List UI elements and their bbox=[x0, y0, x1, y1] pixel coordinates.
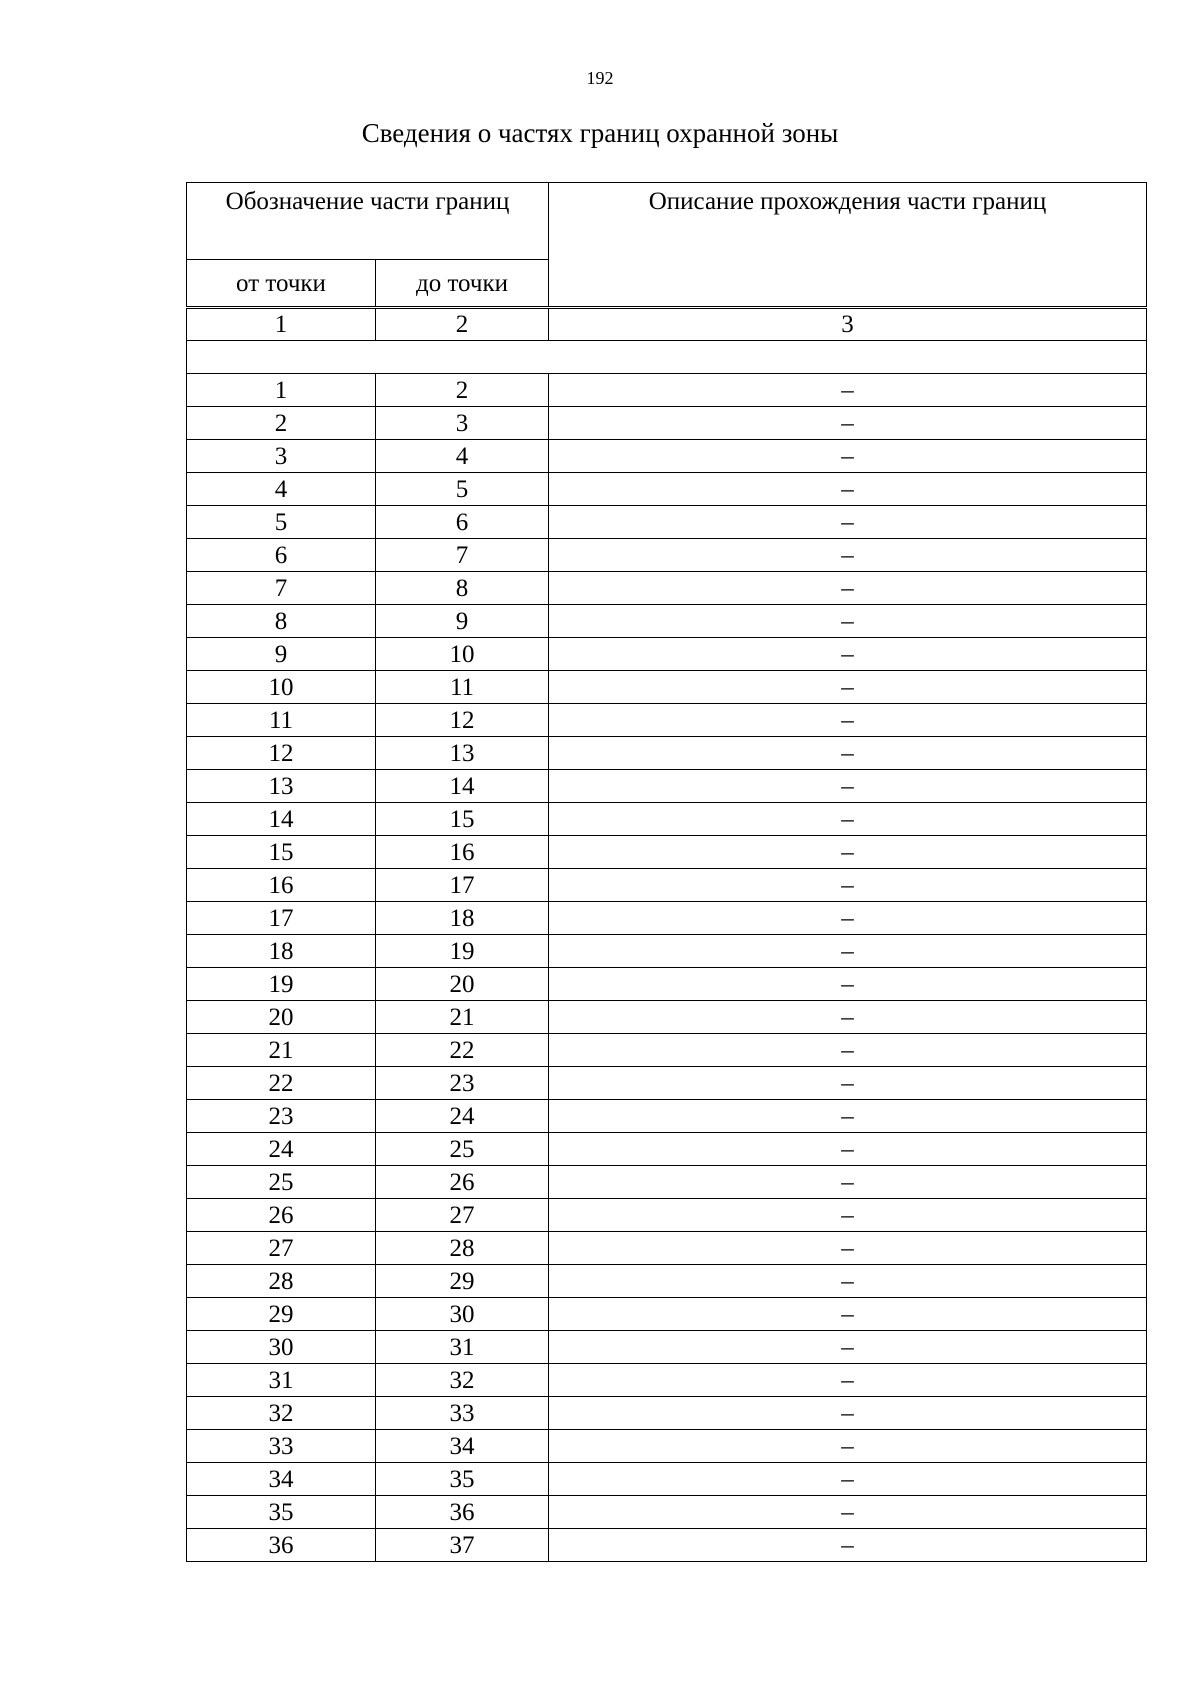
to-point-cell: 24 bbox=[376, 1100, 549, 1133]
table-row bbox=[187, 605, 1147, 638]
to-point-cell: 29 bbox=[376, 1265, 549, 1298]
table-row bbox=[187, 1166, 1147, 1199]
to-point-cell: 12 bbox=[376, 704, 549, 737]
from-point-cell: 10 bbox=[187, 671, 376, 704]
section-blank-row bbox=[187, 341, 1147, 374]
from-point-cell: 34 bbox=[187, 1463, 376, 1496]
to-point-cell: 22 bbox=[376, 1034, 549, 1067]
from-point-cell: 19 bbox=[187, 968, 376, 1001]
to-point-cell: 20 bbox=[376, 968, 549, 1001]
table-row bbox=[187, 1298, 1147, 1331]
table-row bbox=[187, 1034, 1147, 1067]
from-point-cell: 26 bbox=[187, 1199, 376, 1232]
table-row bbox=[187, 506, 1147, 539]
to-point-cell: 23 bbox=[376, 1067, 549, 1100]
to-point-cell: 4 bbox=[376, 440, 549, 473]
from-point-cell: 14 bbox=[187, 803, 376, 836]
description-cell: – bbox=[549, 968, 1147, 1001]
from-point-cell: 28 bbox=[187, 1265, 376, 1298]
from-point-cell: 16 bbox=[187, 869, 376, 902]
to-point-cell: 14 bbox=[376, 770, 549, 803]
to-point-cell: 30 bbox=[376, 1298, 549, 1331]
page-number: 192 bbox=[586, 68, 614, 88]
from-point-cell: 1 bbox=[187, 374, 376, 407]
from-point-cell: 5 bbox=[187, 506, 376, 539]
description-cell: – bbox=[549, 1397, 1147, 1430]
from-point-cell: 8 bbox=[187, 605, 376, 638]
from-point-cell: 7 bbox=[187, 572, 376, 605]
from-point-cell: 12 bbox=[187, 737, 376, 770]
description-cell: – bbox=[549, 473, 1147, 506]
from-point-cell: 20 bbox=[187, 1001, 376, 1034]
from-point-cell: 21 bbox=[187, 1034, 376, 1067]
description-cell: – bbox=[549, 1232, 1147, 1265]
to-point-cell: 34 bbox=[376, 1430, 549, 1463]
description-cell: – bbox=[549, 1100, 1147, 1133]
column-number: 3 bbox=[549, 309, 1147, 341]
to-point-cell: 33 bbox=[376, 1397, 549, 1430]
table-row bbox=[187, 1529, 1147, 1562]
to-point-cell: 17 bbox=[376, 869, 549, 902]
description-cell: – bbox=[549, 1496, 1147, 1529]
to-point-cell: 8 bbox=[376, 572, 549, 605]
to-point-cell: 31 bbox=[376, 1331, 549, 1364]
from-point-cell: 33 bbox=[187, 1430, 376, 1463]
to-point-cell: 18 bbox=[376, 902, 549, 935]
description-cell: – bbox=[549, 638, 1147, 671]
from-point-cell: 24 bbox=[187, 1133, 376, 1166]
to-point-cell: 25 bbox=[376, 1133, 549, 1166]
table-row bbox=[187, 638, 1147, 671]
description-cell: – bbox=[549, 704, 1147, 737]
description-cell: – bbox=[549, 1430, 1147, 1463]
to-point-cell: 13 bbox=[376, 737, 549, 770]
table-row bbox=[187, 737, 1147, 770]
table-row bbox=[187, 1331, 1147, 1364]
table-row bbox=[187, 1397, 1147, 1430]
to-point-cell: 15 bbox=[376, 803, 549, 836]
from-point-cell: 35 bbox=[187, 1496, 376, 1529]
description-cell: – bbox=[549, 572, 1147, 605]
from-point-cell: 29 bbox=[187, 1298, 376, 1331]
description-cell: – bbox=[549, 1166, 1147, 1199]
to-point-cell: 10 bbox=[376, 638, 549, 671]
description-cell: – bbox=[549, 1067, 1147, 1100]
table-row bbox=[187, 935, 1147, 968]
description-cell: – bbox=[549, 1298, 1147, 1331]
description-cell: – bbox=[549, 770, 1147, 803]
description-cell: – bbox=[549, 407, 1147, 440]
table-row bbox=[187, 473, 1147, 506]
table-row bbox=[187, 1265, 1147, 1298]
to-point-cell: 32 bbox=[376, 1364, 549, 1397]
description-cell: – bbox=[549, 1001, 1147, 1034]
description-cell: – bbox=[549, 374, 1147, 407]
to-point-cell: 21 bbox=[376, 1001, 549, 1034]
description-cell: – bbox=[549, 1199, 1147, 1232]
header-from-point: от точки bbox=[187, 260, 376, 307]
to-point-cell: 9 bbox=[376, 605, 549, 638]
description-cell: – bbox=[549, 1331, 1147, 1364]
to-point-cell: 19 bbox=[376, 935, 549, 968]
to-point-cell: 6 bbox=[376, 506, 549, 539]
to-point-cell: 35 bbox=[376, 1463, 549, 1496]
table-row bbox=[187, 407, 1147, 440]
to-point-cell: 16 bbox=[376, 836, 549, 869]
to-point-cell: 36 bbox=[376, 1496, 549, 1529]
description-cell: – bbox=[549, 869, 1147, 902]
description-cell: – bbox=[549, 671, 1147, 704]
description-cell: – bbox=[549, 539, 1147, 572]
description-cell: – bbox=[549, 836, 1147, 869]
table-row bbox=[187, 1199, 1147, 1232]
from-point-cell: 11 bbox=[187, 704, 376, 737]
description-cell: – bbox=[549, 1364, 1147, 1397]
description-cell: – bbox=[549, 1265, 1147, 1298]
from-point-cell: 15 bbox=[187, 836, 376, 869]
document-title: Сведения о частях границ охранной зоны bbox=[361, 118, 839, 148]
table-row bbox=[187, 1430, 1147, 1463]
from-point-cell: 23 bbox=[187, 1100, 376, 1133]
table-row bbox=[187, 1364, 1147, 1397]
from-point-cell: 4 bbox=[187, 473, 376, 506]
from-point-cell: 31 bbox=[187, 1364, 376, 1397]
description-cell: – bbox=[549, 803, 1147, 836]
table-row bbox=[187, 1067, 1147, 1100]
from-point-cell: 2 bbox=[187, 407, 376, 440]
description-cell: – bbox=[549, 1463, 1147, 1496]
to-point-cell: 5 bbox=[376, 473, 549, 506]
table-row bbox=[187, 374, 1147, 407]
from-point-cell: 17 bbox=[187, 902, 376, 935]
table-row bbox=[187, 836, 1147, 869]
description-cell: – bbox=[549, 1034, 1147, 1067]
header-boundary-description: Описание прохождения части границ bbox=[549, 183, 1147, 307]
table-row bbox=[187, 902, 1147, 935]
description-cell: – bbox=[549, 440, 1147, 473]
to-point-cell: 2 bbox=[376, 374, 549, 407]
table-row bbox=[187, 539, 1147, 572]
from-point-cell: 25 bbox=[187, 1166, 376, 1199]
table-row bbox=[187, 770, 1147, 803]
table-row bbox=[187, 1133, 1147, 1166]
table-row bbox=[187, 704, 1147, 737]
from-point-cell: 18 bbox=[187, 935, 376, 968]
column-number: 2 bbox=[376, 309, 549, 341]
to-point-cell: 7 bbox=[376, 539, 549, 572]
from-point-cell: 22 bbox=[187, 1067, 376, 1100]
table-row bbox=[187, 440, 1147, 473]
table-row bbox=[187, 803, 1147, 836]
table-row bbox=[187, 1232, 1147, 1265]
to-point-cell: 11 bbox=[376, 671, 549, 704]
from-point-cell: 3 bbox=[187, 440, 376, 473]
description-cell: – bbox=[549, 737, 1147, 770]
description-cell: – bbox=[549, 605, 1147, 638]
to-point-cell: 28 bbox=[376, 1232, 549, 1265]
from-point-cell: 6 bbox=[187, 539, 376, 572]
header-boundary-designation: Обозначение части границ bbox=[187, 183, 549, 260]
to-point-cell: 27 bbox=[376, 1199, 549, 1232]
table-row bbox=[187, 968, 1147, 1001]
description-cell: – bbox=[549, 902, 1147, 935]
table-row bbox=[187, 671, 1147, 704]
to-point-cell: 3 bbox=[376, 407, 549, 440]
table-row bbox=[187, 572, 1147, 605]
table-row bbox=[187, 1100, 1147, 1133]
column-number: 1 bbox=[187, 309, 376, 341]
table-row bbox=[187, 1463, 1147, 1496]
header-row bbox=[187, 183, 1147, 260]
from-point-cell: 32 bbox=[187, 1397, 376, 1430]
from-point-cell: 27 bbox=[187, 1232, 376, 1265]
from-point-cell: 30 bbox=[187, 1331, 376, 1364]
table-row bbox=[187, 869, 1147, 902]
from-point-cell: 36 bbox=[187, 1529, 376, 1562]
from-point-cell: 13 bbox=[187, 770, 376, 803]
description-cell: – bbox=[549, 1133, 1147, 1166]
description-cell: – bbox=[549, 935, 1147, 968]
boundary-parts-table bbox=[186, 182, 1147, 1562]
table-row bbox=[187, 1001, 1147, 1034]
table-row bbox=[187, 1496, 1147, 1529]
to-point-cell: 26 bbox=[376, 1166, 549, 1199]
header-to-point: до точки bbox=[376, 260, 549, 307]
description-cell: – bbox=[549, 1529, 1147, 1562]
to-point-cell: 37 bbox=[376, 1529, 549, 1562]
column-number-row bbox=[187, 309, 1147, 341]
from-point-cell: 9 bbox=[187, 638, 376, 671]
description-cell: – bbox=[549, 506, 1147, 539]
